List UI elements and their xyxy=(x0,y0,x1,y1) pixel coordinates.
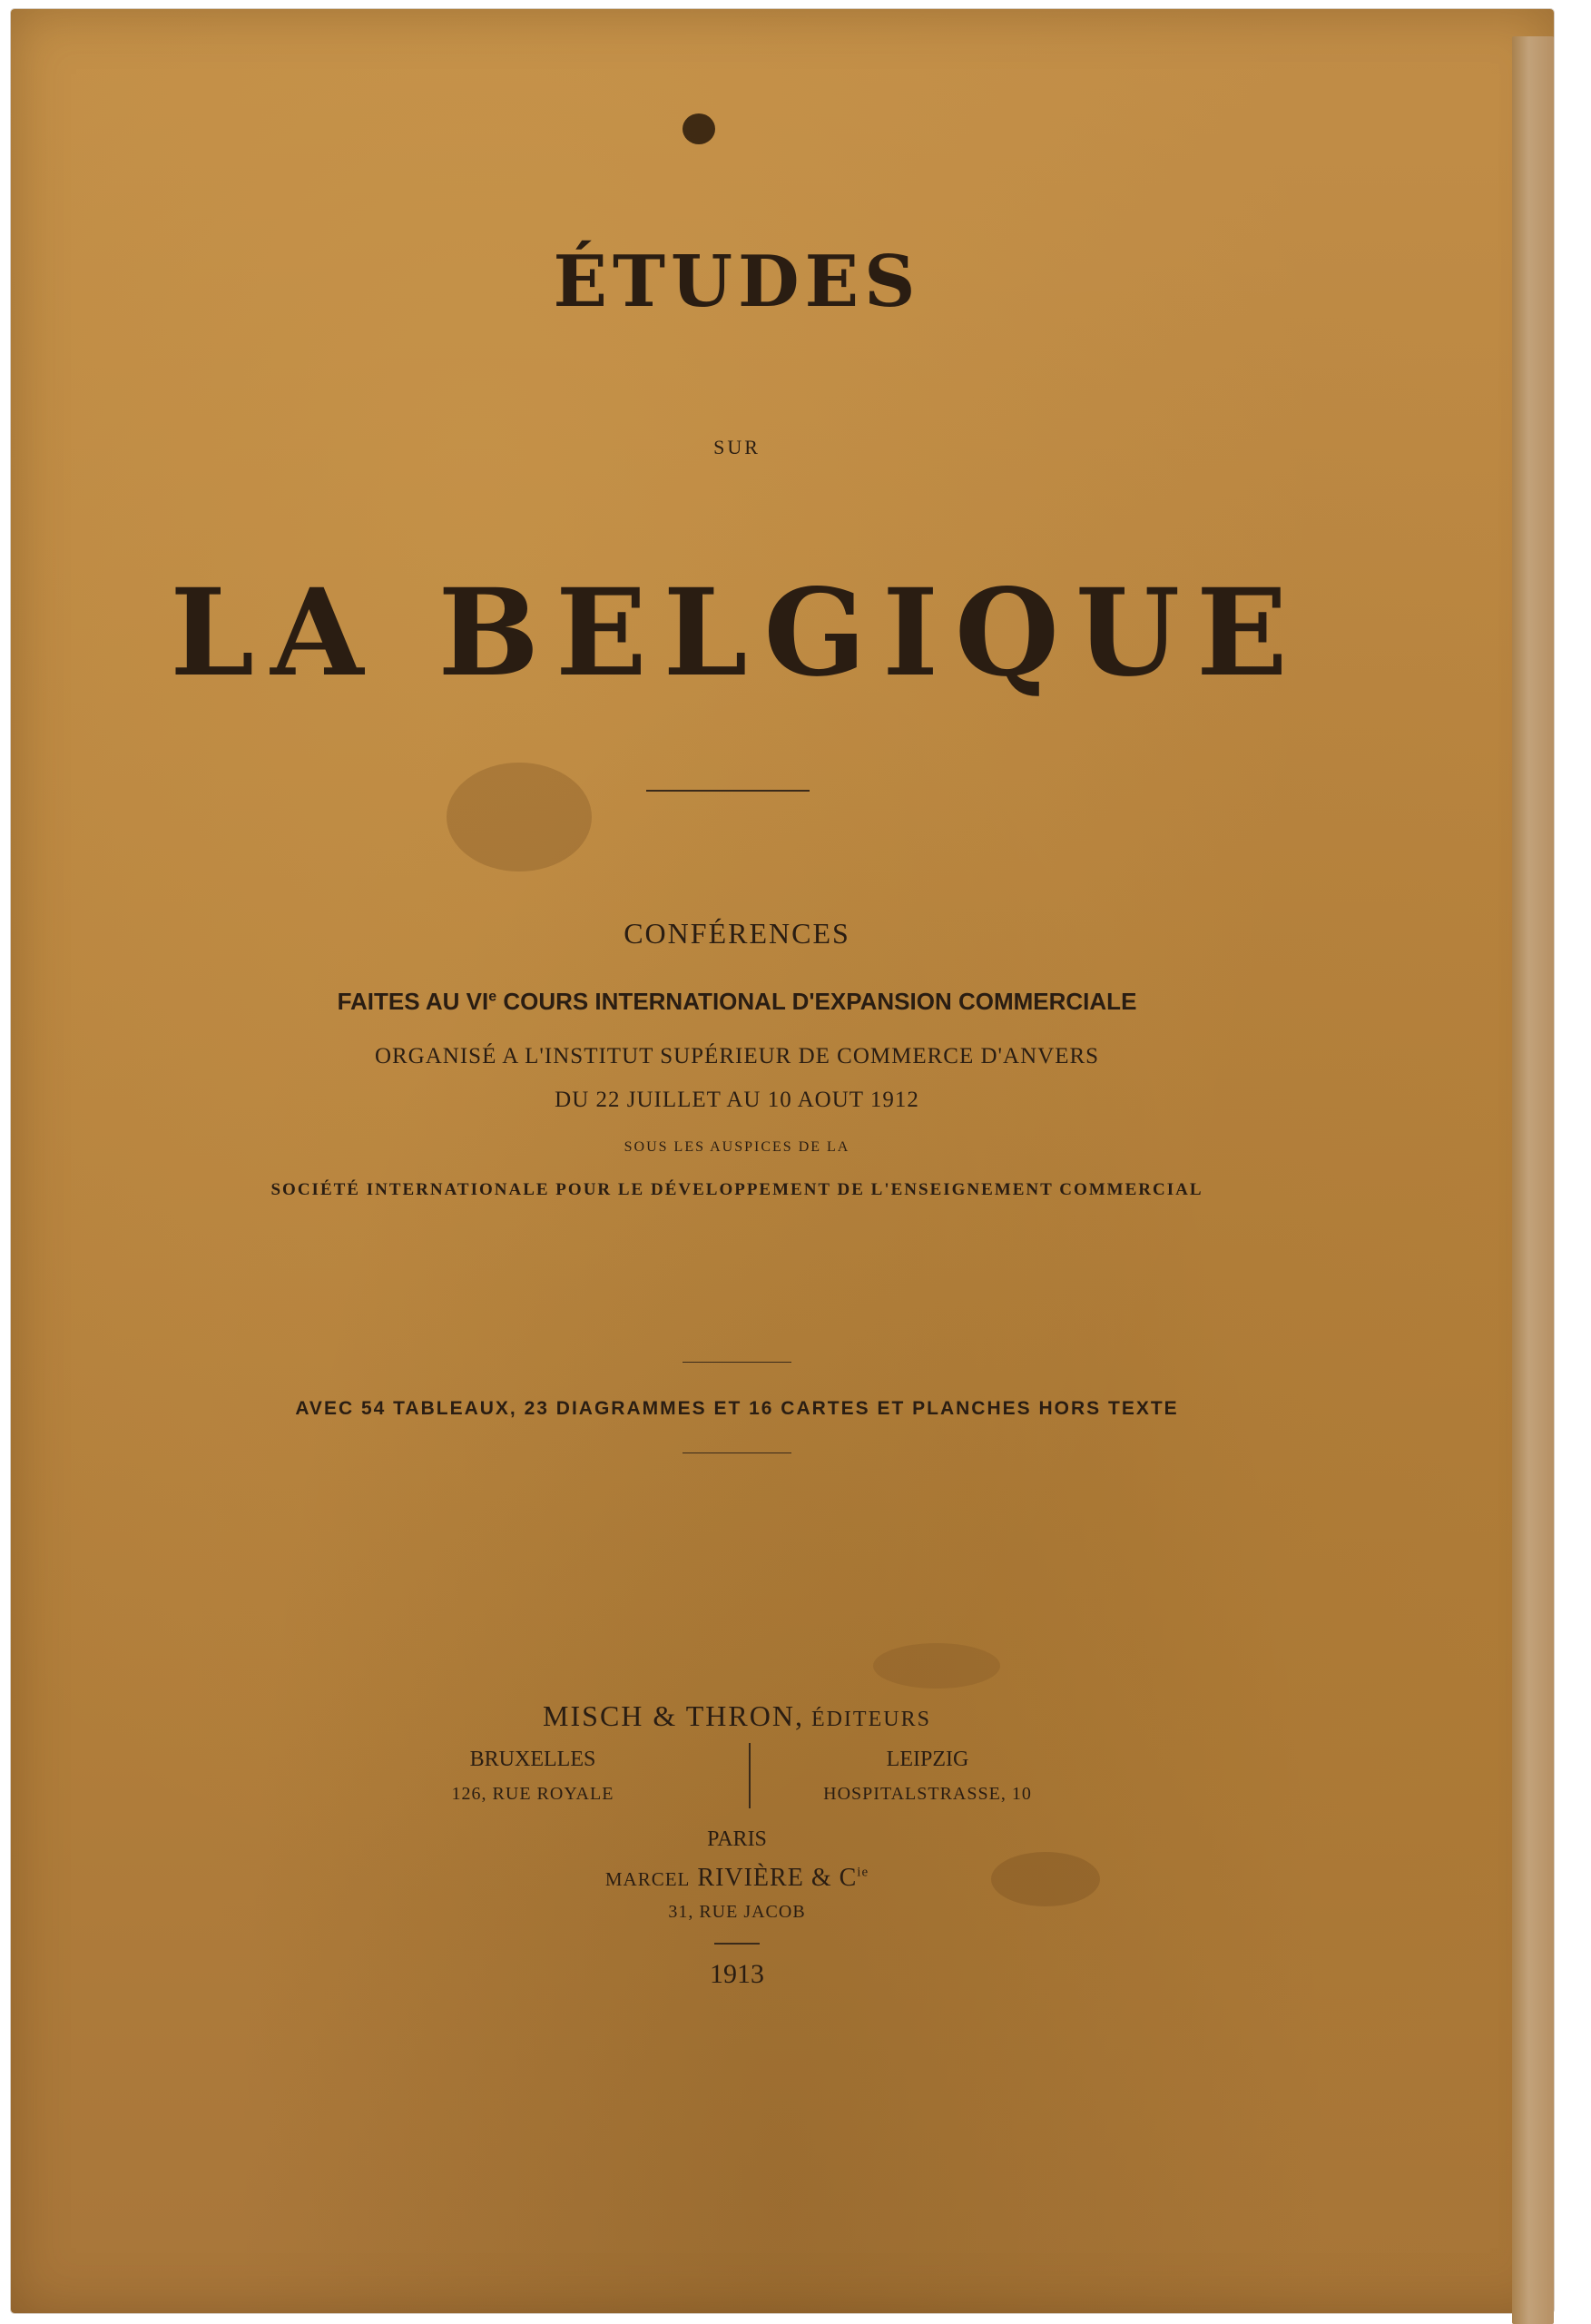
publisher-line xyxy=(11,1699,1463,1733)
address-paris: 31, RUE JACOB xyxy=(668,1902,806,1922)
dates-line: DU 22 JUILLET AU 10 AOUT 1912 xyxy=(555,1088,919,1112)
ornament-rule xyxy=(646,790,810,792)
paris-publisher-first: MARCEL xyxy=(604,1868,691,1890)
publisher-role: ÉDITEURS xyxy=(803,1708,931,1731)
course-prefix: FAITES AU VI xyxy=(337,988,489,1015)
lower-rule xyxy=(683,1452,791,1453)
paris-publisher-sup: ie xyxy=(857,1865,869,1880)
paris-publisher xyxy=(11,1864,1463,1893)
book-cover xyxy=(11,9,1554,2313)
stain xyxy=(873,1643,1000,1689)
auspices-line: SOUS LES AUSPICES DE LA xyxy=(624,1139,850,1155)
address-leipzig: HOSPITALSTRASSE, 10 xyxy=(823,1784,1032,1804)
city-bruxelles: BRUXELLES xyxy=(469,1748,596,1771)
organised-line: ORGANISÉ A L'INSTITUT SUPÉRIEUR DE COMMERCE D'ANVERS xyxy=(374,1044,1100,1068)
address-bruxelles: 126, RUE ROYALE xyxy=(451,1784,614,1804)
contents-note: AVEC 54 TABLEAUX, 23 DIAGRAMMES ET 16 CARTES ET PLANCHES HORS TEXTE xyxy=(295,1398,1179,1419)
page-edge xyxy=(1512,36,1554,2324)
year-rule xyxy=(714,1943,760,1945)
course-suffix: COURS INTERNATIONAL D'EXPANSION COMMERCIALE xyxy=(496,988,1137,1015)
stain xyxy=(447,763,592,872)
title-top: ÉTUDES xyxy=(553,241,921,323)
upper-rule xyxy=(683,1362,791,1363)
divider-bar xyxy=(749,1743,751,1808)
title-connector: SUR xyxy=(713,436,761,458)
society-line: SOCIÉTÉ INTERNATIONALE POUR LE DÉVELOPPEMENT DE L'ENSEIGNEMENT COMMERCIAL xyxy=(270,1180,1203,1199)
publication-year: 1913 xyxy=(710,1959,764,1989)
paris-publisher-rest: RIVIÈRE & C xyxy=(690,1864,858,1892)
course-ordinal-suffix: e xyxy=(488,989,497,1005)
ink-spot xyxy=(683,113,715,144)
title-main: LA BELGIQUE xyxy=(170,563,1304,704)
city-paris: PARIS xyxy=(707,1827,767,1851)
publisher-names: MISCH & THRON, xyxy=(543,1699,804,1732)
city-leipzig: LEIPZIG xyxy=(886,1748,969,1771)
course-line xyxy=(11,988,1463,1016)
conferences-heading: CONFÉRENCES xyxy=(624,917,850,950)
